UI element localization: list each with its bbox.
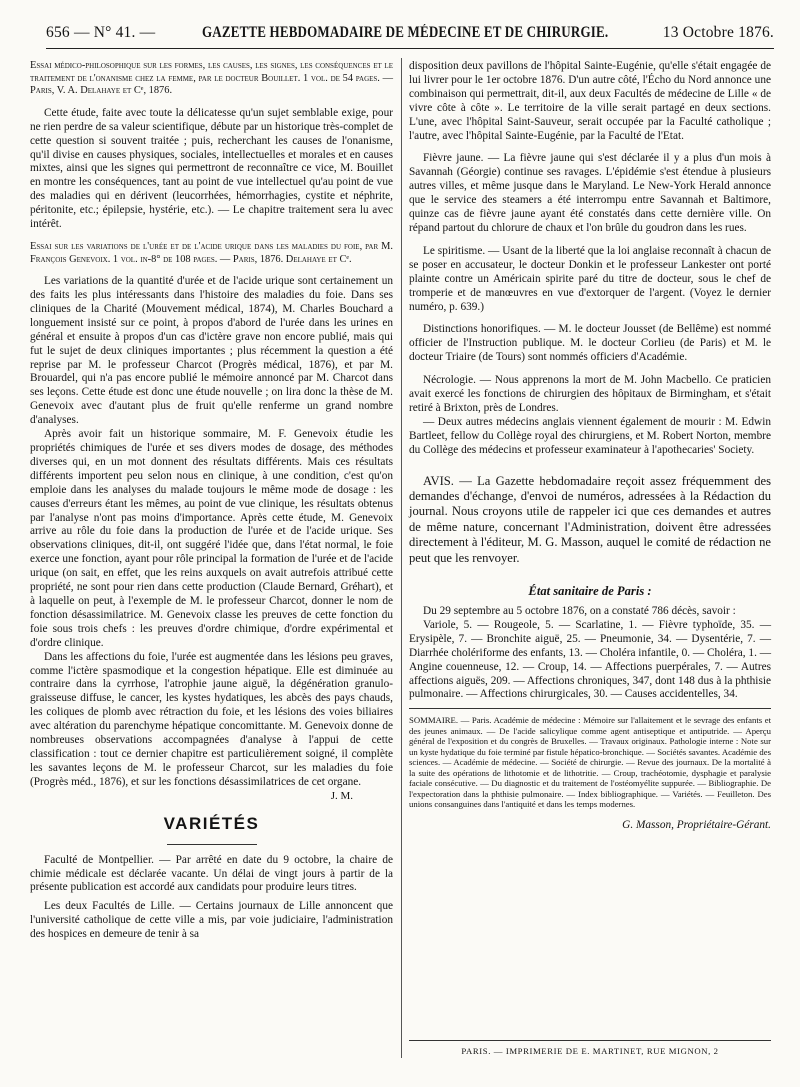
review-text-onanisme: Cette étude, faite avec toute la délicatesse qu'un sujet semblable exige, pour ne rien perdre de sa valeur scientifique, débute par un historique très-complet de cette question si souvent traitée ; puis, recherchant les causes de l'onanisme, qu'il divise en causes physiques, sociales, intellectuelles et morales et en causes mixtes, ainsi que les signes qui permettront de reconnaître ce vice, M. Bouillet en montre les conséquences, tant au point de vue intellectuel qu'au point de vue des maladies qui en dérivent (leucorrhées, hémorrhagies, cystite et néphrite, péritonite, etc.; épilepsie, hystérie, etc.). — Le chapitre traitement sera lu avec intérêt. <box>30 106 393 231</box>
etat-sanitaire-intro: Du 29 septembre au 5 octobre 1876, on a constaté 786 décès, savoir : <box>423 605 736 617</box>
review-uree-paragraph-3: Dans les affections du foie, l'urée est augmentée dans les lésions peu graves, comme l'ictère spasmodique et la congestion hépatique. Elle est diminuée au contraire dans la cyrrhose, l'atrophie jaune aiguë, la dégénération granulo-graisseuse diffuse, le cancer, les kystes hydatiques, les abcès des pays chauds, les coliques de plomb avec rétraction du foie, et les lésions des voies biliaires avec altération du parenchyme hépatique concomittante. M. Genevoix donne de nombreuses observations accompagnées d'analyse à l'appui de cette classification : tout ce dernier chapitre est particulièrement soigné, il complète les savantes leçons de M. le professeur Charcot, sur les maladies du foie (Progrès méd., 1876), et sur les fonctions désassimilatrices de cet organe. <box>30 650 393 788</box>
sommaire: SOMMAIRE. — Paris. Académie de médecine : Mémoire sur l'allaitement et le sevrage des enfants et des jeunes animaux. — De l'acide salicylique comme agent antiseptique et antiputride. — Aperçu général de l'exposition et du congrès de Bruxelles. — Travaux originaux. Pathologie interne : Note sur un kyste hydatique du foie terminé par fistule hépatico-bronchique. — Sociétés savantes. Académie des sciences. — Académie de médecine. — Société de chirurgie. — Revue des journaux. De la mortalité à la suite des opérations de lithotomie et de lithotritie. — Croup, trachéotomie, dysphagie et paralysie faciale consécutive. — Du diagnostic et du traitement de l'ostéomyélite suppurée. — Bibliographie. De l'expectoration dans la phthisie pulmonaire. — Index bibliographique. — Variétés. — Feuilleton. Des unions consanguines dans l'antiquité et dans les temps modernes. <box>409 715 771 810</box>
page-number: 656 <box>46 24 70 41</box>
sommaire-rule <box>409 708 771 709</box>
imprimerie-footer: PARIS. — IMPRIMERIE DE E. MARTINET, RUE MIGNON, 2 <box>461 1046 719 1056</box>
news-distinctions: Distinctions honorifiques. — M. le docteur Jousset (de Bellême) est nommé officier de l'Instruction publique. M. le docteur Corlieu (de Paris) et M. le docteur Triaire (de Tours) sont nommés officiers d'Académie. <box>409 323 771 364</box>
issue-number: — N° 41. — <box>73 24 156 41</box>
notice-avis: AVIS. — La Gazette hebdomadaire reçoit assez fréquemment des demandes d'échange, d'envoi de numéros, adressées à la Rédaction du journal. Nous croyons utile de rappeler ici que ces demandes et autres de même nature, concernant l'Administration, doivent être adressées directement à l'éditeur, M. G. Masson, auquel le comité de rédaction ne peut que les renvoyer. <box>409 473 771 565</box>
news-lille-continued: disposition deux pavillons de l'hôpital Sainte-Eugénie, qu'elle s'était engagée de lui livrer pour le 1er octobre 1876. D'un autre côté, l'Écho du Nord annonce une combinaison qui permettrait, dit-il, aux deux Facultés de médecine de Lille « de vivre côte à côte ». Le territoire de la ville serait partagé en deux sections. L'une, avec l'hôpital Saint-Sauveur, serait occupée par la Faculté catholique ; l'autre, avec l'hôpital Sainte-Eugénie, par la Faculté de l'Etat. <box>409 60 771 142</box>
header-rule <box>46 48 774 49</box>
news-necrologie-2: — Deux autres médecins anglais viennent également de mourir : M. Edwin Bartleet, fellow du Collège royal des chirurgiens, et M. Robert Norton, membre du Collège des médecins et professeur examinateur à l'apothecaries' Society. <box>409 415 771 456</box>
left-column <box>30 60 393 942</box>
footer-rule <box>409 1040 771 1041</box>
review-uree-paragraph-2: Après avoir fait un historique sommaire, M. F. Genevoix étudie les propriétés chimiques de l'urée et ses divers modes de dosage, des méthodes diverses qui, en un mot donnent des résultats différents. Mais ces résultats différents importent peu selon nous en clinique, à une condition, c'est qu'on emploie dans les analyses du malade toujours le même mode de dosage : les causes d'erreurs étant les mêmes, au point de vue clinique, les résultats obtenus par l'analyse n'ont pas moins d'importance. Après cette étude, M. Genevoix arrive au rôle du foie dans la production de l'urée et de l'acide urique. Ses observations cliniques, dit-il, ont suggéré l'idée que, dans l'état normal, le foie exerce une fonction, ayant pour rôle principal la formation de l'urée et de l'acide urique (on sait, en effet, que les reins auxquels on avait autrefois attribué cette propriété, ne sont pour rien dans cette production (Claude Bernard, Gréhart), et à laquelle on peut, à l'exemple de M. le professeur Charcot, donner le nom de fonction désassimilatrice. M. Genevoix classe les preuves de cette fonction du foie sous trois chefs : les preuves d'ordre chimique, d'ordre expérimental et d'ordre clinique. <box>30 428 393 649</box>
news-lille: Les deux Facultés de Lille. — Certains journaux de Lille annoncent que l'université catholique de cette ville a mis, par voie judiciaire, l'administration des hospices en demeure de tenir à sa <box>30 900 393 941</box>
column-separator <box>401 58 402 1058</box>
page-number-and-issue <box>46 24 155 42</box>
review-uree-paragraph-1: Les variations de la quantité d'urée et de l'acide urique sont certainement un des faits les plus intéressants dans l'histoire des maladies du foie. Dans ses cliniques de la Charité (Mouvement médical, 1874), M. Charles Bouchard a longuement insisté sur ce point, à propos d'abord de l'urée dans les urines en général et ensuite à propos d'un cas d'ictère grave non encore publié, mais qui fut le sujet de deux cliniques importantes ; plus récemment la question a été reprise par M. le professeur Charcot (Progrès médical, 1876), et par M. Brouardel, qui n'a pas encore publié le mémoire annoncé par M. Charcot dans ses leçons. Cette étude est donc une étude nouvelle ; on lira donc la thèse de M. Genevoix avec d'autant plus de fruit qu'elle renferme un grand nombre d'analyses. <box>30 275 393 427</box>
news-fievre-jaune: Fièvre jaune. — La fièvre jaune qui s'est déclarée il y a plus d'un mois à Savannah (Géorgie) continue ses ravages. L'épidémie s'est étendue à plusieurs autres villes, et même jusque dans le Maryland. Le New-York Herald annonce que le service des steamers a été interrompu entre Savannah et Baltimore, quinze cas de fièvre jaune ayant été constatés dans cette dernière ville. On répand partout du chlorure de chaux et l'on brûle du goudron dans les rues. <box>409 152 771 234</box>
page-header <box>46 24 774 46</box>
right-column <box>409 60 771 833</box>
journal-title: GAZETTE HEBDOMADAIRE DE MÉDECINE ET DE CHIRURGIE. <box>202 24 609 41</box>
review-signature: J. M. <box>330 789 353 802</box>
news-necrologie: Nécrologie. — Nous apprenons la mort de M. John Macbello. Ce praticien avait exercé les fonctions de chirurgien des hôpitaux de Birmingham, et s'était retiré à Brixton, près de Londres. <box>409 374 771 414</box>
section-title-varietes: VARIÉTÉS <box>163 813 260 833</box>
review-heading-uree: Essai sur les variations de l'urée et de l'acide urique dans les maladies du foie, par M. François Genevoix. 1 vol. in-8° de 108 pages. — Paris, 1876. Delahaye et Cᵉ. <box>30 240 393 265</box>
etat-sanitaire-title: État sanitaire de Paris : <box>528 584 652 598</box>
news-spiritisme: Le spiritisme. — Usant de la liberté que la loi anglaise reconnaît à chacun de se poser en accusateur, le docteur Donkin et le professeur Lankester ont porté plainte contre un Américain spirite paré du titre de docteur, sous le chef de tromperie et de manœuvres en vue d'extorquer de l'argent. (Voyez le dernier numéro, p. 639.) <box>409 244 771 313</box>
review-heading-onanisme: Essai médico-philosophique sur les formes, les causes, les signes, les conséquences et le traitement de l'onanisme chez la femme, par le docteur Bouillet. 1 vol. de 54 pages. —Paris, V. A. Delahaye et Cᵉ, 1876. <box>30 60 393 97</box>
issue-date: 13 Octobre 1876. <box>662 24 774 41</box>
news-montpellier: Faculté de Montpellier. — Par arrêté en date du 9 octobre, la chaire de chimie médicale est déclarée vacante. Un délai de vingt jours à partir de la présente publication est accordé aux candidats pour produire leurs titres. <box>30 853 393 894</box>
etat-sanitaire-list: Variole, 5. — Rougeole, 5. — Scarlatine, 1. — Fièvre typhoïde, 35. — Erysipèle, 7. — Bronchite aiguë, 25. — Pneumonie, 34. — Dysentérie, 7. — Diarrhée cholériforme des enfants, 13. — Choléra infantile, 0. — Choléra, 1. — Angine couenneuse, 12. — Croup, 14. — Affections puerpérales, 7. — Autres affections aiguës, 209. — Affections chroniques, 347, dont 148 dus à la phthisie pulmonaire. — Affections chirurgicales, 30. — Causes accidentelles, 34. <box>409 618 772 701</box>
proprietaire-gerant: G. Masson, Propriétaire-Gérant. <box>622 818 771 831</box>
